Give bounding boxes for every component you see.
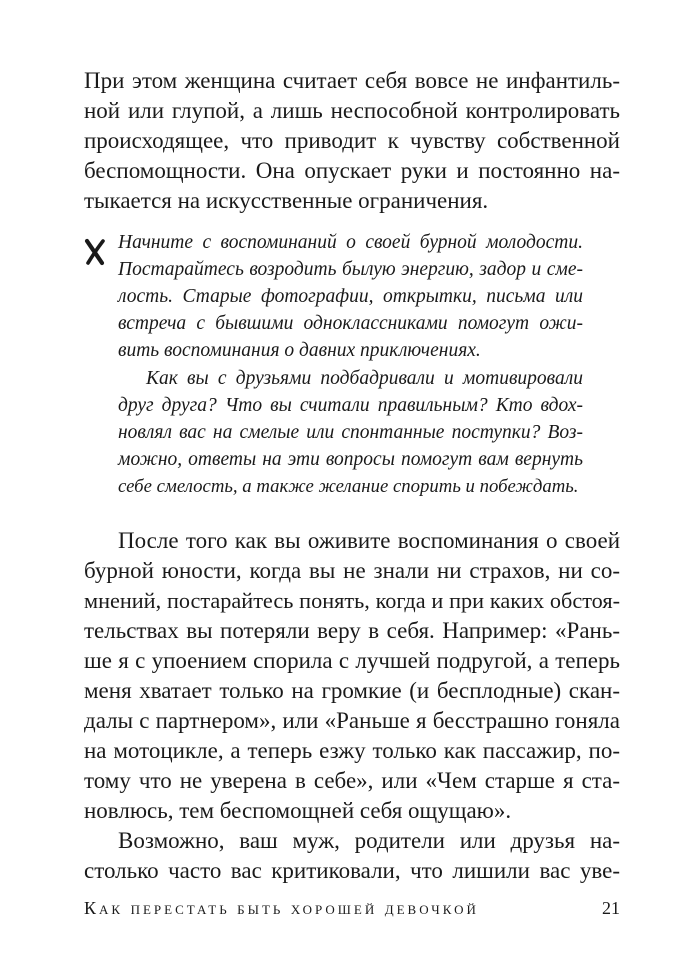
- text-line: новлюсь, тем беспомощней себя ощущаю».: [84, 798, 512, 823]
- tip-line: можно, ответы на эти вопросы помогут вам вернуть: [118, 449, 583, 470]
- page-number: 21: [602, 898, 620, 918]
- x-mark-icon: [84, 238, 106, 266]
- text-line: тельствах вы потеряли веру в себя. Например: «Рань-: [84, 618, 620, 643]
- text-line: тому что не уверена в себе», или «Чем старше я ста-: [84, 768, 620, 793]
- text-line: мнений, постарайтесь понять, когда и при каких обстоя-: [84, 588, 620, 613]
- text-line: тыкается на искусственные ограничения.: [84, 188, 489, 213]
- footer-book-title: Как перестать быть хорошей девочкой: [84, 898, 479, 918]
- text-line: После того как вы оживите воспоминания о своей: [118, 528, 620, 553]
- tip-line: друг друга? Что вы считали правильным? Кто вдох-: [118, 395, 583, 416]
- text-line: происходящее, что приводит к чувству собственной: [84, 128, 620, 153]
- tip-line: лость. Старые фотографии, открытки, письма или: [118, 286, 583, 307]
- tip-line: Постарайтесь возродить былую энергию, задор и сме-: [118, 259, 583, 280]
- text-line: бурной юности, когда вы не знали ни страхов, ни со-: [84, 558, 620, 583]
- text-line: далы с партнером», или «Раньше я бесстрашно гоняла: [84, 708, 620, 733]
- text-line: на мотоцикле, а теперь езжу только как пассажир, по-: [84, 738, 620, 763]
- tip-line: новлял вас на смелые или спонтанные поступки? Воз-: [118, 422, 583, 443]
- tip-line: себе смелость, а также желание спорить и побеждать.: [118, 476, 579, 497]
- text-line: ше я с упоением спорила с лучшей подругой, а теперь: [84, 648, 620, 673]
- text-line: беспомощности. Она опускает руки и постоянно на-: [84, 158, 620, 183]
- text-line: Возможно, ваш муж, родители или друзья на-: [118, 828, 620, 853]
- tip-line: вить воспоминания о давних приключениях.: [118, 340, 481, 361]
- tip-line: Как вы с друзьями подбадривали и мотивировали: [146, 368, 583, 389]
- text-line: столько часто вас критиковали, что лишили вас уве-: [84, 858, 620, 883]
- text-line: ной или глупой, а лишь неспособной контролировать: [84, 98, 620, 123]
- text-line: При этом женщина считает себя вовсе не инфантиль-: [84, 68, 620, 93]
- tip-line: Начните с воспоминаний о своей бурной молодости.: [118, 232, 583, 253]
- tip-line: встреча с бывшими одноклассниками помогут ожи-: [118, 313, 583, 334]
- text-line: меня хватает только на громкие (и бесплодные) скан-: [84, 678, 620, 703]
